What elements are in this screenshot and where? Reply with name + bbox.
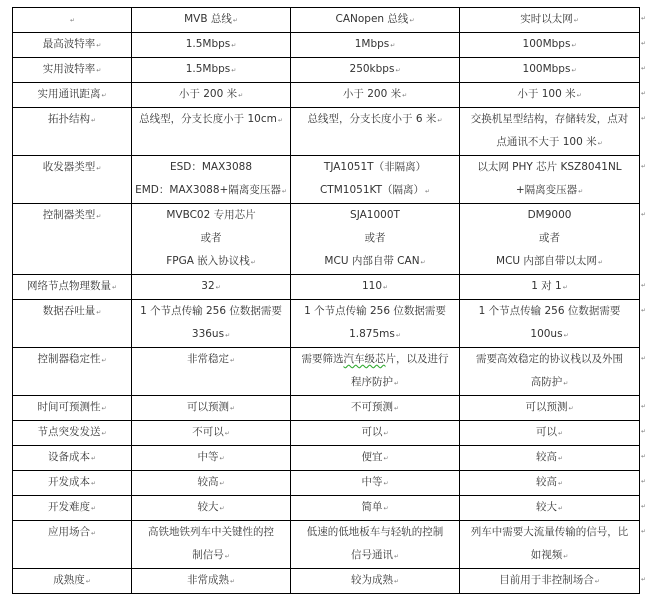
cell-text-line: 中等 ↵ bbox=[294, 471, 456, 495]
cell-ethernet bbox=[460, 275, 640, 300]
cell-text-line: 1 个节点传输 256 位数据需要 bbox=[304, 305, 446, 317]
paragraph-mark-icon: ↵ bbox=[641, 15, 646, 22]
cell-text-line: 较高 ↵ bbox=[463, 471, 636, 495]
cell-text-line: 以太网 PHY 芯片 KSZ8041NL bbox=[477, 161, 622, 173]
cell-text-line: 高防护 ↵ bbox=[463, 371, 636, 395]
cell-ethernet bbox=[460, 496, 640, 521]
cell-text-line: CTM1051KT（隔离） ↵ bbox=[294, 179, 456, 203]
cell-ethernet bbox=[460, 204, 640, 275]
cell-mvb bbox=[132, 348, 291, 396]
table-row bbox=[13, 83, 640, 108]
row-label-text: 应用场合 ↵ bbox=[16, 521, 128, 545]
row-label bbox=[13, 496, 132, 521]
cell-text-line: 1Mbps ↵ bbox=[294, 33, 456, 57]
cell-text-line: 100Mbps ↵ bbox=[463, 58, 636, 82]
paragraph-mark-icon: ↵ bbox=[641, 576, 646, 583]
cell-text-line: 或者 bbox=[200, 232, 222, 244]
cell-text-line: 可以预测 ↵ bbox=[463, 396, 636, 420]
row-label-text: 时间可预测性 ↵ bbox=[16, 396, 128, 420]
cell-mvb bbox=[132, 33, 291, 58]
cell-text-line: 交换机星型结构，存储转发，点对 bbox=[470, 113, 629, 125]
cell-ethernet bbox=[460, 83, 640, 108]
header-row bbox=[13, 8, 640, 33]
cell-text-line: MCU 内部自带以太网 ↵ bbox=[463, 250, 636, 274]
cell-mvb bbox=[132, 521, 291, 569]
table-row bbox=[13, 108, 640, 156]
cell-text-line: 非常成熟 ↵ bbox=[135, 569, 287, 593]
cell-text-line: TJA1051T（非隔离） bbox=[323, 161, 427, 173]
row-label bbox=[13, 421, 132, 446]
cell-text-line: 可以 ↵ bbox=[463, 421, 636, 445]
paragraph-mark-icon: ↵ bbox=[641, 453, 646, 460]
cell-text-line: 不可预测 ↵ bbox=[294, 396, 456, 420]
row-label bbox=[13, 58, 132, 83]
cell-mvb bbox=[132, 108, 291, 156]
table-row bbox=[13, 446, 640, 471]
table-row bbox=[13, 33, 640, 58]
cell-ethernet bbox=[460, 446, 640, 471]
cell-text-line: FPGA 嵌入协议栈 ↵ bbox=[135, 250, 287, 274]
table-row bbox=[13, 156, 640, 204]
cell-text-line: 100us ↵ bbox=[463, 323, 636, 347]
cell-text-line: ESD：MAX3088 bbox=[169, 161, 253, 173]
cell-text-line: 便宜 ↵ bbox=[294, 446, 456, 470]
cell-text-line: 或者 bbox=[364, 232, 386, 244]
paragraph-mark-icon: ↵ bbox=[641, 503, 646, 510]
cell-mvb bbox=[132, 421, 291, 446]
paragraph-mark-icon: ↵ bbox=[641, 90, 646, 97]
cell-text-line: 总线型，分支长度小于 6 米 ↵ bbox=[294, 108, 456, 132]
cell-ethernet bbox=[460, 58, 640, 83]
row-label bbox=[13, 521, 132, 569]
row-label bbox=[13, 108, 132, 156]
table-row bbox=[13, 471, 640, 496]
paragraph-mark-icon: ↵ bbox=[641, 478, 646, 485]
paragraph-mark-icon: ↵ bbox=[641, 307, 646, 314]
cell-text-line: 低速的低地板车与轻轨的控制 bbox=[306, 526, 444, 538]
table-row bbox=[13, 275, 640, 300]
cell-text-line: SJA1000T bbox=[350, 209, 400, 221]
row-label-text: 节点突发发送 ↵ bbox=[16, 421, 128, 445]
cell-text-line: EMD：MAX3088+隔离变压器 ↵ bbox=[135, 179, 287, 203]
cell-canopen bbox=[291, 396, 460, 421]
cell-text-line: 110 ↵ bbox=[294, 275, 456, 299]
row-label-text: 最高波特率 ↵ bbox=[16, 33, 128, 57]
row-label bbox=[13, 471, 132, 496]
cell-mvb bbox=[132, 204, 291, 275]
cell-text-line: 小于 200 米 ↵ bbox=[135, 83, 287, 107]
row-label bbox=[13, 33, 132, 58]
cell-canopen bbox=[291, 156, 460, 204]
cell-text-line: 信号通讯 ↵ bbox=[294, 544, 456, 568]
cell-text-line: 32 ↵ bbox=[135, 275, 287, 299]
cell-text-line: 程序防护 ↵ bbox=[294, 371, 456, 395]
cell-mvb bbox=[132, 446, 291, 471]
cell-canopen bbox=[291, 204, 460, 275]
row-label bbox=[13, 396, 132, 421]
cell-text-line: 1.875ms ↵ bbox=[294, 323, 456, 347]
cell-text-line: MVBC02 专用芯片 bbox=[166, 209, 256, 221]
cell-canopen bbox=[291, 108, 460, 156]
cell-text-line: DM9000 bbox=[527, 209, 572, 221]
cell-text-line: 可以 ↵ bbox=[294, 421, 456, 445]
header-cell-mvb: MVB 总线 ↵ bbox=[132, 8, 291, 33]
cell-ethernet bbox=[460, 108, 640, 156]
cell-text-line: 目前用于非控制场合 ↵ bbox=[463, 569, 636, 593]
cell-mvb bbox=[132, 300, 291, 348]
table-row bbox=[13, 521, 640, 569]
header-cell-ethernet: 实时以太网 ↵ bbox=[460, 8, 640, 33]
table-row bbox=[13, 204, 640, 275]
cell-text-line: 如视频 ↵ bbox=[463, 544, 636, 568]
paragraph-mark-icon: ↵ bbox=[641, 211, 646, 218]
cell-text-line: 中等 ↵ bbox=[135, 446, 287, 470]
cell-mvb bbox=[132, 83, 291, 108]
comparison-table bbox=[12, 7, 640, 594]
cell-text-line: 较大 ↵ bbox=[135, 496, 287, 520]
cell-text-line: 需要筛选汽车级芯片，以及进行 bbox=[301, 353, 449, 365]
paragraph-mark-icon: ↵ bbox=[641, 115, 646, 122]
row-label bbox=[13, 83, 132, 108]
cell-ethernet bbox=[460, 471, 640, 496]
cell-mvb bbox=[132, 156, 291, 204]
paragraph-mark-icon: ↵ bbox=[641, 528, 646, 535]
row-label-text: 开发难度 ↵ bbox=[16, 496, 128, 520]
cell-canopen bbox=[291, 300, 460, 348]
row-label bbox=[13, 348, 132, 396]
cell-canopen bbox=[291, 348, 460, 396]
table-row bbox=[13, 58, 640, 83]
cell-canopen bbox=[291, 33, 460, 58]
cell-canopen bbox=[291, 471, 460, 496]
table-row bbox=[13, 496, 640, 521]
row-label-text: 控制器类型 ↵ bbox=[16, 204, 128, 228]
cell-ethernet bbox=[460, 300, 640, 348]
cell-canopen bbox=[291, 521, 460, 569]
table-row bbox=[13, 348, 640, 396]
row-label-text: 成熟度 ↵ bbox=[16, 569, 128, 593]
cell-text-line: 1 个节点传输 256 位数据需要 bbox=[140, 305, 282, 317]
table-row bbox=[13, 396, 640, 421]
cell-ethernet bbox=[460, 521, 640, 569]
cell-text-line: 不可以 ↵ bbox=[135, 421, 287, 445]
header-cell-empty bbox=[13, 8, 132, 33]
cell-canopen bbox=[291, 83, 460, 108]
cell-ethernet bbox=[460, 396, 640, 421]
row-label bbox=[13, 300, 132, 348]
row-label bbox=[13, 156, 132, 204]
table-row bbox=[13, 421, 640, 446]
cell-text-line: 需要高效稳定的协议栈以及外围 bbox=[476, 353, 623, 365]
paragraph-mark-icon: ↵ bbox=[641, 355, 646, 362]
cell-canopen bbox=[291, 421, 460, 446]
paragraph-mark-icon: ↵ bbox=[641, 282, 646, 289]
cell-text-line: 250kbps ↵ bbox=[294, 58, 456, 82]
cell-canopen bbox=[291, 275, 460, 300]
paragraph-mark-icon: ↵ bbox=[641, 428, 646, 435]
cell-mvb bbox=[132, 275, 291, 300]
row-label-text: 控制器稳定性 ↵ bbox=[16, 348, 128, 372]
cell-text-line: 100Mbps ↵ bbox=[463, 33, 636, 57]
cell-text-line: MCU 内部自带 CAN ↵ bbox=[294, 250, 456, 274]
row-label bbox=[13, 446, 132, 471]
row-label-text: 实用波特率 ↵ bbox=[16, 58, 128, 82]
cell-text-line: 1 对 1 ↵ bbox=[463, 275, 636, 299]
paragraph-mark-icon: ↵ bbox=[641, 163, 646, 170]
table-row bbox=[13, 300, 640, 348]
row-label-text: 设备成本 ↵ bbox=[16, 446, 128, 470]
cell-ethernet bbox=[460, 33, 640, 58]
row-label-text: 收发器类型 ↵ bbox=[16, 156, 128, 180]
row-label bbox=[13, 204, 132, 275]
cell-ethernet bbox=[460, 156, 640, 204]
header-cell-canopen: CANopen 总线 ↵ bbox=[291, 8, 460, 33]
cell-text-line: 总线型，分支长度小于 10cm ↵ bbox=[135, 108, 287, 132]
table-row bbox=[13, 569, 640, 594]
cell-text-line: 列车中需要大流量传输的信号，比 bbox=[470, 526, 629, 538]
cell-text-line: 非常稳定 ↵ bbox=[135, 348, 287, 372]
cell-mvb bbox=[132, 569, 291, 594]
row-label-text: 网络节点物理数量 ↵ bbox=[16, 275, 128, 299]
cell-mvb bbox=[132, 396, 291, 421]
cell-text-line: 较为成熟 ↵ bbox=[294, 569, 456, 593]
cell-mvb bbox=[132, 496, 291, 521]
cell-ethernet bbox=[460, 421, 640, 446]
paragraph-mark-icon: ↵ bbox=[641, 403, 646, 410]
cell-text-line: 1.5Mbps ↵ bbox=[135, 33, 287, 57]
cell-ethernet bbox=[460, 348, 640, 396]
cell-text-line: 可以预测 ↵ bbox=[135, 396, 287, 420]
cell-ethernet bbox=[460, 569, 640, 594]
paragraph-mark-icon: ↵ bbox=[641, 65, 646, 72]
row-label bbox=[13, 569, 132, 594]
cell-text-line: 小于 200 米 ↵ bbox=[294, 83, 456, 107]
cell-text-line: 点通讯不大于 100 米 ↵ bbox=[463, 131, 636, 155]
cell-text-line: 1 个节点传输 256 位数据需要 bbox=[478, 305, 621, 317]
cell-text-line: 或者 bbox=[539, 232, 560, 244]
cell-canopen bbox=[291, 446, 460, 471]
row-label-text: 实用通讯距离 ↵ bbox=[16, 83, 128, 107]
row-label-text: 拓扑结构 ↵ bbox=[16, 108, 128, 132]
row-label-text: 开发成本 ↵ bbox=[16, 471, 128, 495]
row-label-text: 数据吞吐量 ↵ bbox=[16, 300, 128, 324]
row-label bbox=[13, 275, 132, 300]
cell-canopen bbox=[291, 496, 460, 521]
cell-text-line: 高铁地铁列车中关键性的控 bbox=[148, 526, 274, 538]
paragraph-mark-icon: ↵ bbox=[641, 40, 646, 47]
cell-text-line: 小于 100 米 ↵ bbox=[463, 83, 636, 107]
cell-text-line: 制信号 ↵ bbox=[135, 544, 287, 568]
cell-text-line: 336us ↵ bbox=[135, 323, 287, 347]
cell-text-line: +隔离变压器 ↵ bbox=[463, 179, 636, 203]
cell-mvb bbox=[132, 58, 291, 83]
cell-text-line: 较高 ↵ bbox=[135, 471, 287, 495]
cell-mvb bbox=[132, 471, 291, 496]
cell-text-line: 简单 ↵ bbox=[294, 496, 456, 520]
cell-text-line: 较高 ↵ bbox=[463, 446, 636, 470]
cell-canopen bbox=[291, 58, 460, 83]
cell-text-line: 1.5Mbps ↵ bbox=[135, 58, 287, 82]
cell-canopen bbox=[291, 569, 460, 594]
cell-text-line: 较大 ↵ bbox=[463, 496, 636, 520]
